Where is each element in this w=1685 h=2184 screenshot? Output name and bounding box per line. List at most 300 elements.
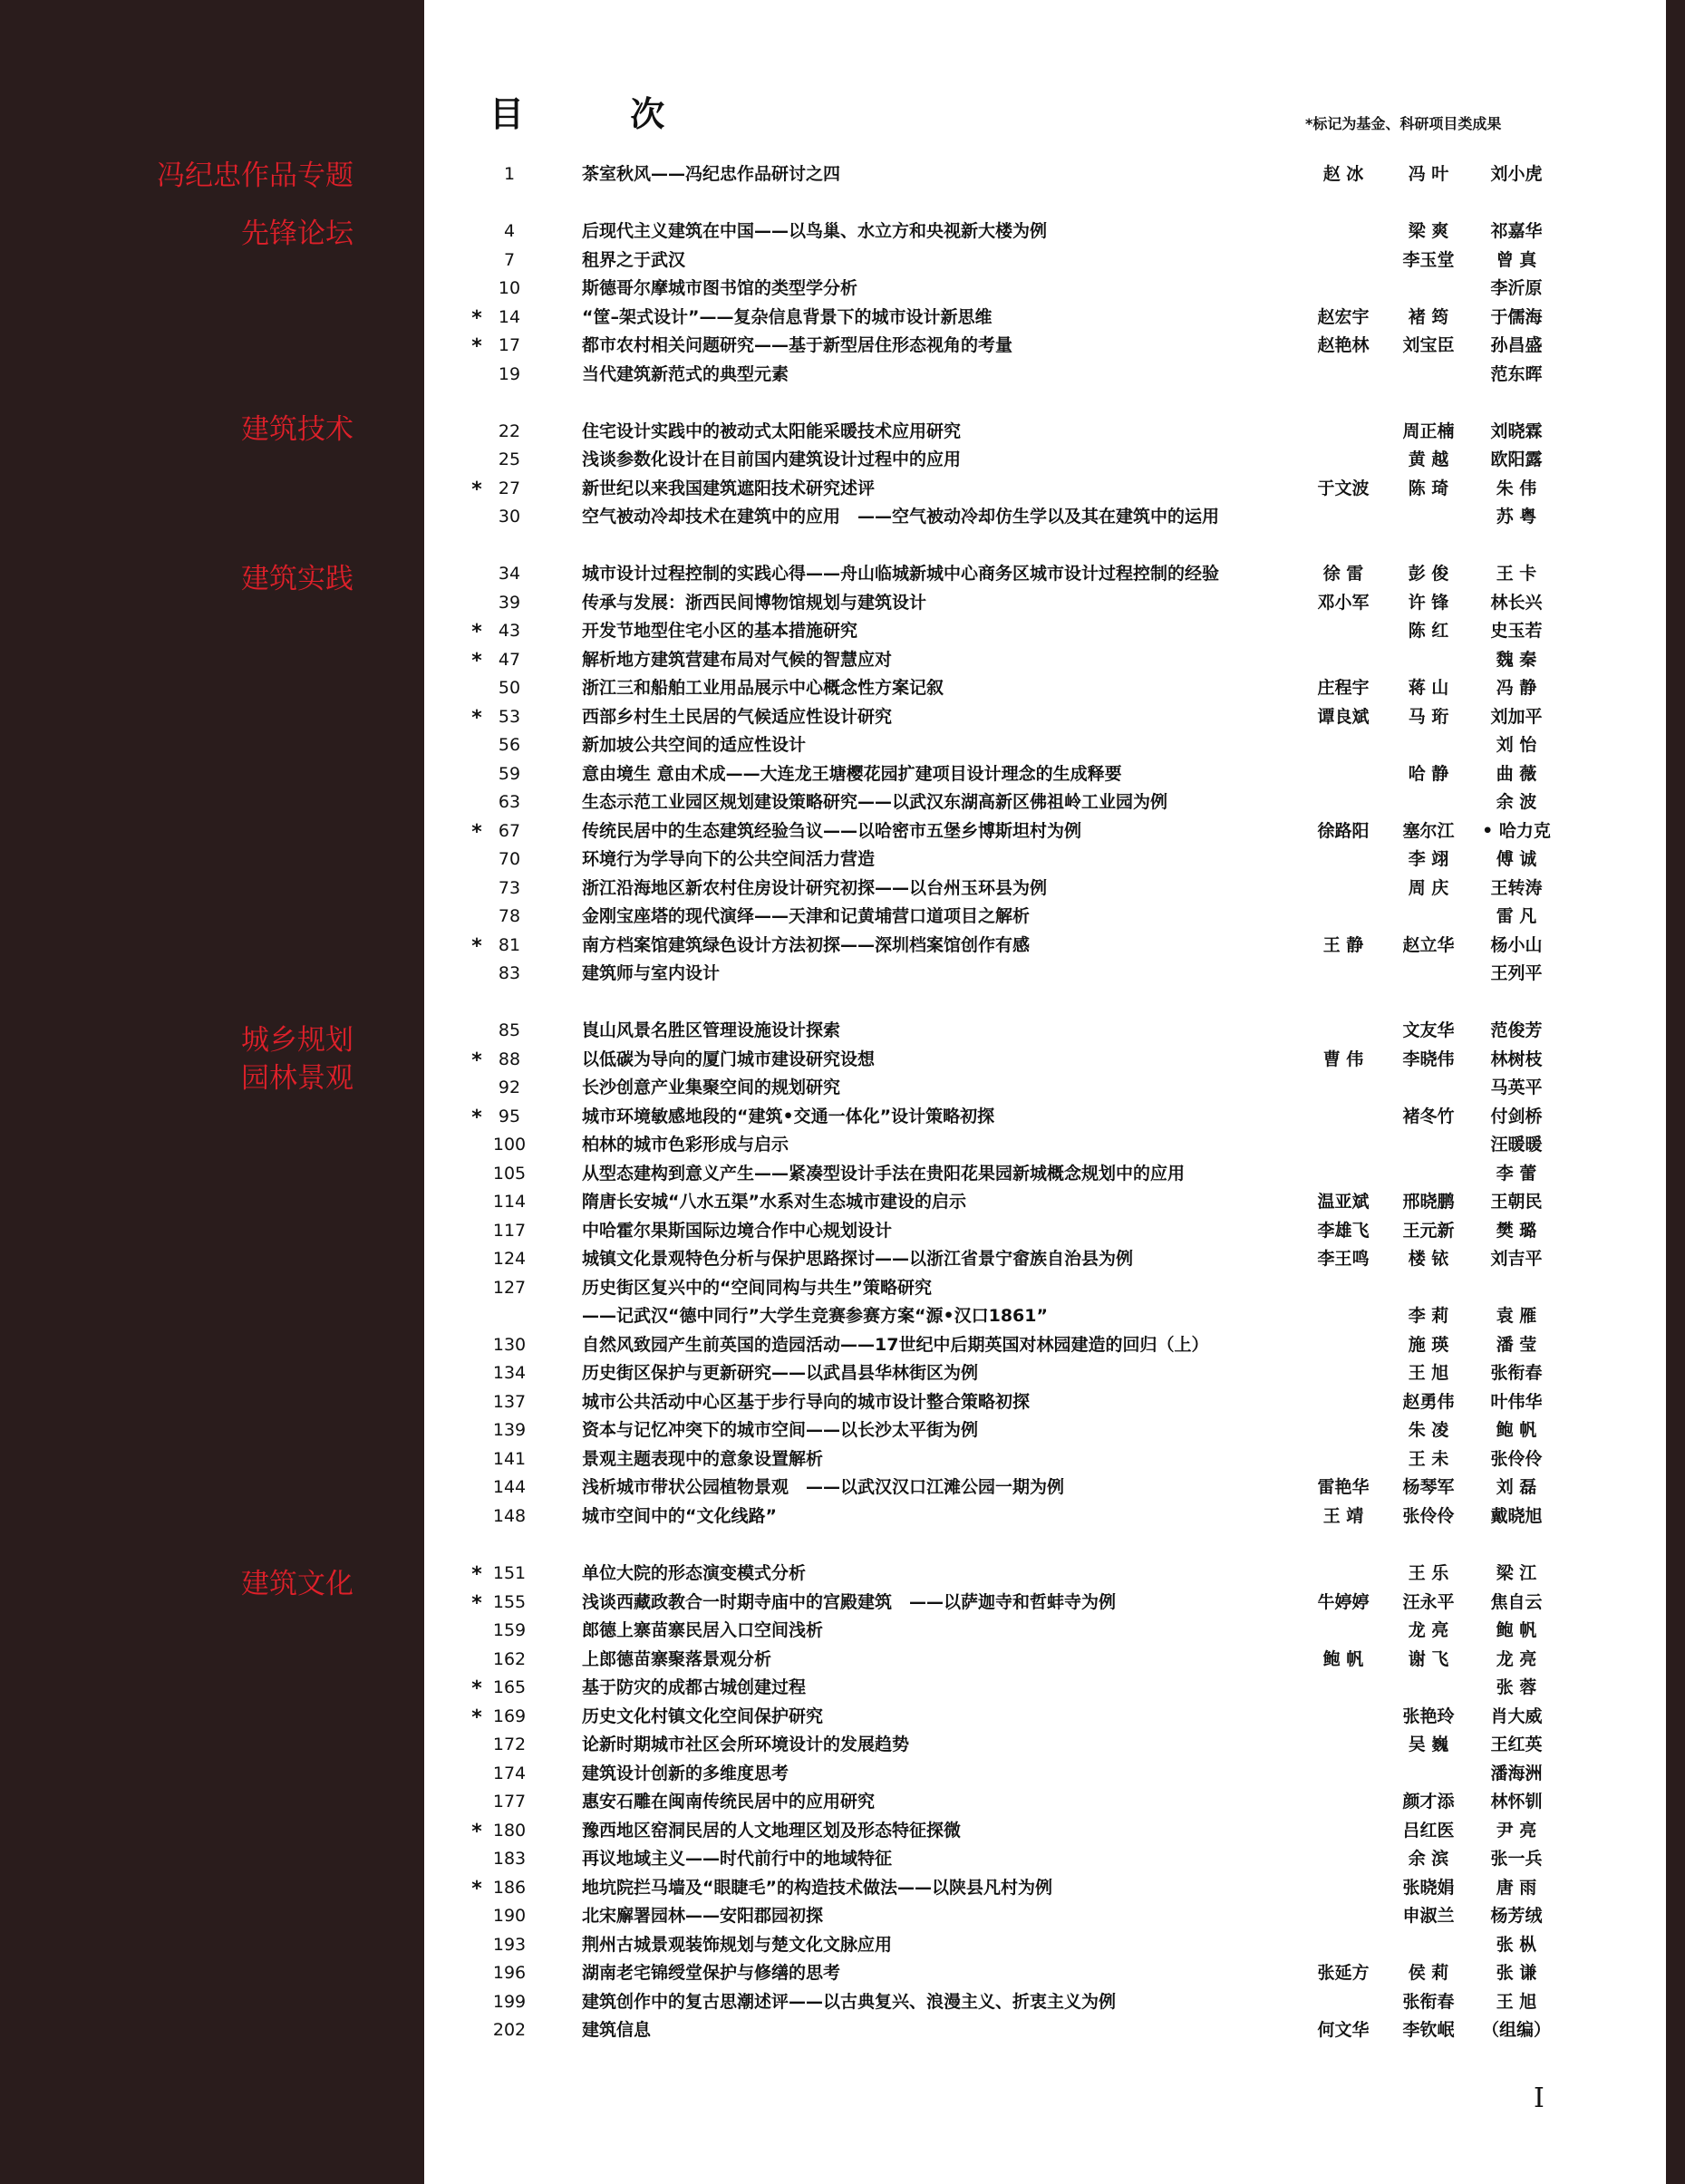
entry-author-2: 汪永平 xyxy=(1402,1592,1455,1612)
entry-title: 再议地域主义——时代前行中的地域特征 xyxy=(582,1849,893,1869)
entry-author-2: 张伶伶 xyxy=(1402,1506,1455,1526)
entry-page: 39 xyxy=(498,593,521,613)
toc-entry xyxy=(0,309,1685,337)
toc-entry xyxy=(0,1937,1685,1965)
entry-author-2: 彭 俊 xyxy=(1408,564,1449,584)
entry-author-3: 尹 亮 xyxy=(1496,1821,1537,1841)
entry-author-3: 肖大威 xyxy=(1490,1706,1543,1726)
entry-title: 城镇文化景观特色分析与保护思路探讨——以浙江省景宁畲族自治县为例 xyxy=(582,1249,1134,1269)
section-heading: 城乡规划 xyxy=(241,1024,353,1057)
entry-page: 27 xyxy=(498,478,521,498)
toc-entry xyxy=(0,1422,1685,1450)
entry-title: 茶室秋风——冯纪忠作品研讨之四 xyxy=(582,164,841,184)
entry-page: 162 xyxy=(492,1649,527,1669)
entry-author-3: 王红英 xyxy=(1490,1735,1543,1754)
section-heading: 冯纪忠作品专题 xyxy=(157,159,353,192)
entry-page: 10 xyxy=(498,278,521,298)
toc-entry xyxy=(0,1051,1685,1079)
entry-author-3: 欧阳露 xyxy=(1490,449,1543,469)
entry-author-1: 曹 伟 xyxy=(1322,1049,1364,1069)
toc-entry xyxy=(0,1965,1685,1993)
toc-entry xyxy=(0,480,1685,508)
entry-author-2: 杨琴军 xyxy=(1402,1477,1455,1497)
entry-page: 88 xyxy=(498,1049,521,1069)
toc-entry xyxy=(0,1022,1685,1050)
funding-star-mark: * xyxy=(471,1563,482,1586)
entry-author-2: 楼 铱 xyxy=(1408,1249,1449,1269)
toc-entry xyxy=(0,709,1685,737)
toc-entry xyxy=(0,1251,1685,1279)
toc-entry xyxy=(0,1108,1685,1136)
entry-title: 从型态建构到意义产生——紧凑型设计手法在贵阳花果园新城概念规划中的应用 xyxy=(582,1164,1186,1184)
entry-title: “筐–架式设计”——复杂信息背景下的城市设计新思维 xyxy=(582,307,993,327)
entry-page: 127 xyxy=(492,1278,527,1298)
entry-author-2: 塞尔江 xyxy=(1402,821,1455,841)
entry-author-1: 徐 雷 xyxy=(1322,564,1364,584)
toc-entry xyxy=(0,680,1685,708)
entry-author-3: 刘小虎 xyxy=(1490,164,1543,184)
entry-page: 63 xyxy=(498,792,521,812)
entry-title: 意由境生 意由术成——大连龙王塘樱花园扩建项目设计理念的生成释要 xyxy=(582,764,1122,784)
entry-page: 47 xyxy=(498,650,521,670)
entry-title: 以低碳为导向的厦门城市建设研究设想 xyxy=(582,1049,876,1069)
entry-title: 租界之于武汉 xyxy=(582,250,686,270)
entry-page: 83 xyxy=(498,963,521,983)
toc-entry xyxy=(0,1679,1685,1707)
section-heading: 先锋论坛 xyxy=(241,217,353,250)
entry-page: 50 xyxy=(498,678,521,698)
entry-title: 隋唐长安城“八水五渠”水系对生态城市建设的启示 xyxy=(582,1192,966,1212)
entry-author-3: 叶伟华 xyxy=(1490,1392,1543,1412)
entry-title: 新加坡公共空间的适应性设计 xyxy=(582,735,807,755)
entry-title: 郎德上寨苗寨民居入口空间浅析 xyxy=(582,1620,824,1640)
entry-author-2: 陈 琦 xyxy=(1408,478,1449,498)
funding-star-mark: * xyxy=(471,650,482,672)
entry-author-3: 林怀钏 xyxy=(1490,1792,1543,1812)
toc-entry xyxy=(0,1136,1685,1164)
entry-author-3: 杨小山 xyxy=(1490,935,1543,955)
toc-entry xyxy=(0,1708,1685,1736)
entry-title: 长沙创意产业集聚空间的规划研究 xyxy=(582,1078,841,1097)
entry-title: 南方档案馆建筑绿色设计方法初探——深圳档案馆创作有感 xyxy=(582,935,1031,955)
entry-author-3: 曾 真 xyxy=(1496,250,1537,270)
entry-title: 城市环境敏感地段的“建筑•交通一体化”设计策略初探 xyxy=(582,1106,995,1126)
toc-entry xyxy=(0,937,1685,965)
toc-entry xyxy=(0,1508,1685,1536)
entry-title: 新世纪以来我国建筑遮阳技术研究述评 xyxy=(582,478,876,498)
toc-entry xyxy=(0,423,1685,451)
entry-author-2: 王 旭 xyxy=(1408,1363,1449,1383)
entry-author-3: 鲍 帆 xyxy=(1496,1620,1537,1640)
entry-author-3: 王朝民 xyxy=(1490,1192,1543,1212)
funding-star-mark: * xyxy=(471,935,482,958)
entry-author-3: 余 波 xyxy=(1496,792,1537,812)
entry-author-2: 邢晓鹏 xyxy=(1402,1192,1455,1212)
toc-entry xyxy=(0,508,1685,536)
entry-page: 30 xyxy=(498,507,521,527)
entry-title: 建筑设计创新的多维度思考 xyxy=(582,1764,789,1783)
entry-author-1: 邓小军 xyxy=(1317,593,1370,613)
funding-star-mark: * xyxy=(471,307,482,330)
entry-title: 自然风致园产生前英国的造园活动——17世纪中后期英国对林园建造的回归（上） xyxy=(582,1335,1209,1355)
entry-author-1: 张延方 xyxy=(1317,1963,1370,1983)
entry-title: 上郎德苗寨聚落景观分析 xyxy=(582,1649,772,1669)
entry-page: 169 xyxy=(492,1706,527,1726)
entry-page: 17 xyxy=(498,335,521,355)
entry-page: 59 xyxy=(498,764,521,784)
entry-page: 148 xyxy=(492,1506,527,1526)
funding-star-mark: * xyxy=(471,478,482,501)
entry-title: 北宋廨署园林——安阳郡园初探 xyxy=(582,1906,824,1926)
entry-author-3: 付剑桥 xyxy=(1490,1106,1543,1126)
entry-author-3: （组编） xyxy=(1481,2020,1551,2040)
entry-author-1: 雷艳华 xyxy=(1317,1477,1370,1497)
entry-page: 151 xyxy=(492,1563,527,1583)
entry-author-1: 李雄飞 xyxy=(1317,1221,1370,1241)
funding-star-mark: * xyxy=(471,1049,482,1072)
toc-entry xyxy=(0,794,1685,822)
entry-page: 144 xyxy=(492,1477,527,1497)
entry-author-3: 刘晓霖 xyxy=(1490,421,1543,441)
entry-title: 建筑师与室内设计 xyxy=(582,963,721,983)
entry-author-2: 张衔春 xyxy=(1402,1992,1455,2012)
toc-entry xyxy=(0,1222,1685,1251)
entry-author-3: 刘 怡 xyxy=(1496,735,1537,755)
entry-author-3: 潘海洲 xyxy=(1490,1764,1543,1783)
entry-author-2: 颜才添 xyxy=(1402,1792,1455,1812)
toc-entry xyxy=(0,737,1685,765)
entry-author-2: 王 乐 xyxy=(1408,1563,1449,1583)
entry-title: ——记武汉“德中同行”大学生竞赛参赛方案“源•汉口1861” xyxy=(582,1306,1048,1326)
toc-entry xyxy=(0,594,1685,623)
entry-page: 70 xyxy=(498,849,521,869)
entry-author-2: 施 瑛 xyxy=(1408,1335,1449,1355)
entry-page: 114 xyxy=(492,1192,527,1212)
entry-author-2: 申淑兰 xyxy=(1402,1906,1455,1926)
entry-page: 7 xyxy=(503,250,516,270)
entry-author-3: 王 卡 xyxy=(1496,564,1537,584)
entry-title: 城市空间中的“文化线路” xyxy=(582,1506,777,1526)
entry-page: 159 xyxy=(492,1620,527,1640)
entry-author-1: 谭良斌 xyxy=(1317,707,1370,727)
entry-page: 85 xyxy=(498,1020,521,1040)
entry-page: 190 xyxy=(492,1906,527,1926)
entry-title: 豫西地区窑洞民居的人文地理区划及形态特征探微 xyxy=(582,1821,962,1841)
entry-title: 荆州古城景观装饰规划与楚文化文脉应用 xyxy=(582,1935,893,1955)
funding-star-mark: * xyxy=(471,1677,482,1700)
entry-author-2: 许 锋 xyxy=(1408,593,1449,613)
entry-title: 环境行为学导向下的公共空间活力营造 xyxy=(582,849,876,869)
entry-page: 100 xyxy=(492,1135,527,1155)
entry-author-3: 林长兴 xyxy=(1490,593,1543,613)
entry-page: 14 xyxy=(498,307,521,327)
toc-entry xyxy=(0,823,1685,851)
entry-page: 53 xyxy=(498,707,521,727)
toc-entry xyxy=(0,1280,1685,1308)
entry-page: 67 xyxy=(498,821,521,841)
entry-page: 25 xyxy=(498,449,521,469)
funding-star-mark: * xyxy=(471,821,482,844)
entry-author-3: 李 蕾 xyxy=(1496,1164,1537,1184)
entry-author-2: 王元新 xyxy=(1402,1221,1455,1241)
entry-author-3: 刘吉平 xyxy=(1490,1249,1543,1269)
toc-entry xyxy=(0,2022,1685,2050)
entry-page: 172 xyxy=(492,1735,527,1754)
entry-author-1: 李王鸣 xyxy=(1317,1249,1370,1269)
entry-author-2: 褚 筠 xyxy=(1408,307,1449,327)
section-heading: 建筑技术 xyxy=(241,413,353,446)
entry-author-3: 焦自云 xyxy=(1490,1592,1543,1612)
entry-title: 基于防灾的成都古城创建过程 xyxy=(582,1677,807,1697)
funding-star-mark: * xyxy=(471,1878,482,1900)
entry-page: 177 xyxy=(492,1792,527,1812)
toc-entry xyxy=(0,1651,1685,1679)
entry-title: 浅谈西藏政教合一时期寺庙中的宫殿建筑 ——以萨迦寺和哲蚌寺为例 xyxy=(582,1592,1117,1612)
entry-title: 柏林的城市色彩形成与启示 xyxy=(582,1135,789,1155)
entry-author-3: 于儒海 xyxy=(1490,307,1543,327)
entry-author-2: 梁 爽 xyxy=(1408,221,1449,241)
entry-page: 183 xyxy=(492,1849,527,1869)
toc-entry xyxy=(0,1337,1685,1365)
entry-title: 浅谈参数化设计在目前国内建筑设计过程中的应用 xyxy=(582,449,962,469)
entry-author-3: 史玉若 xyxy=(1490,621,1543,641)
entry-author-1: 赵宏宇 xyxy=(1317,307,1370,327)
toc-entry xyxy=(0,1880,1685,1908)
entry-page: 196 xyxy=(492,1963,527,1983)
entry-title: 崀山风景名胜区管理设施设计探索 xyxy=(582,1020,841,1040)
entry-author-3: 刘加平 xyxy=(1490,707,1543,727)
entry-author-2: 李 翊 xyxy=(1408,849,1449,869)
entry-author-3: 傅 诚 xyxy=(1496,849,1537,869)
entry-author-3: 马英平 xyxy=(1490,1078,1543,1097)
entry-page: 139 xyxy=(492,1420,527,1440)
entry-title: 金刚宝座塔的现代演绎——天津和记黄埔营口道项目之解析 xyxy=(582,906,1031,926)
funding-star-mark: * xyxy=(471,1706,482,1729)
entry-author-2: 赵勇伟 xyxy=(1402,1392,1455,1412)
toc-entry xyxy=(0,565,1685,594)
toc-entry xyxy=(0,280,1685,308)
entry-page: 34 xyxy=(498,564,521,584)
entry-title: 浅析城市带状公园植物景观 ——以武汉汉口江滩公园一期为例 xyxy=(582,1477,1065,1497)
entry-author-3: 王 旭 xyxy=(1496,1992,1537,2012)
entry-page: 141 xyxy=(492,1449,527,1469)
entry-author-3: 张衔春 xyxy=(1490,1363,1543,1383)
entry-title: 后现代主义建筑在中国——以鸟巢、水立方和央视新大楼为例 xyxy=(582,221,1048,241)
entry-author-2: 张艳玲 xyxy=(1402,1706,1455,1726)
entry-title: 传统民居中的生态建筑经验刍议——以哈密市五堡乡博斯坦村为例 xyxy=(582,821,1082,841)
entry-author-1: 牛婷婷 xyxy=(1317,1592,1370,1612)
entry-page: 186 xyxy=(492,1878,527,1898)
entry-title: 论新时期城市社区会所环境设计的发展趋势 xyxy=(582,1735,910,1754)
funding-note: *标记为基金、科研项目类成果 xyxy=(1305,115,1502,132)
entry-author-2: 李钦岷 xyxy=(1402,2020,1455,2040)
entry-page: 165 xyxy=(492,1677,527,1697)
entry-title: 历史街区保护与更新研究——以武昌县华林街区为例 xyxy=(582,1363,979,1383)
entry-author-3: 王列平 xyxy=(1490,963,1543,983)
section-heading: 园林景观 xyxy=(241,1062,353,1095)
toc-entry xyxy=(0,451,1685,479)
toc-entry xyxy=(0,1451,1685,1479)
entry-page: 199 xyxy=(492,1992,527,2012)
entry-author-3: 张 蓉 xyxy=(1496,1677,1537,1697)
entry-author-2: 王 未 xyxy=(1408,1449,1449,1469)
entry-author-3: 汪暖暖 xyxy=(1490,1135,1543,1155)
toc-entry xyxy=(0,652,1685,680)
entry-title: 惠安石雕在闽南传统民居中的应用研究 xyxy=(582,1792,876,1812)
entry-page: 43 xyxy=(498,621,521,641)
entry-author-3: 张一兵 xyxy=(1490,1849,1543,1869)
entry-page: 155 xyxy=(492,1592,527,1612)
section-heading: 建筑文化 xyxy=(241,1568,353,1600)
entry-page: 134 xyxy=(492,1363,527,1383)
entry-author-2: 哈 静 xyxy=(1408,764,1449,784)
entry-title: 浙江三和船舶工业用品展示中心概念性方案记叙 xyxy=(582,678,944,698)
entry-title: 历史文化村镇文化空间保护研究 xyxy=(582,1706,824,1726)
entry-author-2: 吕红医 xyxy=(1402,1821,1455,1841)
entry-author-3: 孙昌盛 xyxy=(1490,335,1543,355)
entry-author-3: 樊 璐 xyxy=(1496,1221,1537,1241)
entry-author-3: 梁 江 xyxy=(1496,1563,1537,1583)
entry-author-2: 李 莉 xyxy=(1408,1306,1449,1326)
entry-author-1: 赵艳林 xyxy=(1317,335,1370,355)
entry-title: 建筑创作中的复古思潮述评——以古典复兴、浪漫主义、折衷主义为例 xyxy=(582,1992,1117,2012)
toc-entry xyxy=(0,965,1685,993)
entry-author-3: 张伶伶 xyxy=(1490,1449,1543,1469)
toc-entry xyxy=(0,851,1685,879)
entry-title: 斯德哥尔摩城市图书馆的类型学分析 xyxy=(582,278,858,298)
entry-author-2: 马 珩 xyxy=(1408,707,1449,727)
toc-entry xyxy=(0,1565,1685,1593)
entry-page: 81 xyxy=(498,935,521,955)
toc-entry xyxy=(0,1165,1685,1193)
entry-author-3: 张 枞 xyxy=(1496,1935,1537,1955)
entry-author-2: 冯 叶 xyxy=(1408,164,1449,184)
entry-author-1: 鲍 帆 xyxy=(1322,1649,1364,1669)
entry-author-3: 龙 亮 xyxy=(1496,1649,1537,1669)
entry-author-3: 张 谦 xyxy=(1496,1963,1537,1983)
entry-title: 空气被动冷却技术在建筑中的应用 ——空气被动冷却仿生学以及其在建筑中的运用 xyxy=(582,507,1220,527)
entry-author-3: 朱 伟 xyxy=(1496,478,1537,498)
entry-author-1: 温亚斌 xyxy=(1317,1192,1370,1212)
toc-entry xyxy=(0,1479,1685,1507)
toc-entry xyxy=(0,880,1685,908)
entry-page: 19 xyxy=(498,364,521,384)
entry-title: 浙江沿海地区新农村住房设计研究初探——以台州玉环县为例 xyxy=(582,878,1048,898)
toc-entry xyxy=(0,1793,1685,1822)
entry-author-3: 林树枝 xyxy=(1490,1049,1543,1069)
page-number: I xyxy=(1534,2083,1545,2114)
funding-star-mark: * xyxy=(471,1821,482,1843)
toc-entry xyxy=(0,1394,1685,1422)
entry-author-2: 周 庆 xyxy=(1408,878,1449,898)
funding-star-mark: * xyxy=(471,335,482,358)
entry-author-3: 鲍 帆 xyxy=(1496,1420,1537,1440)
entry-author-3: 魏 秦 xyxy=(1496,650,1537,670)
entry-author-1: 何文华 xyxy=(1317,2020,1370,2040)
toc-entry xyxy=(0,1908,1685,1936)
entry-title: 单位大院的形态演变模式分析 xyxy=(582,1563,807,1583)
entry-author-2: 张晓娟 xyxy=(1402,1878,1455,1898)
funding-star-mark: * xyxy=(471,621,482,643)
toc-entry xyxy=(0,1193,1685,1222)
entry-author-2: 陈 红 xyxy=(1408,621,1449,641)
entry-author-3: 曲 薇 xyxy=(1496,764,1537,784)
entry-title: 当代建筑新范式的典型元素 xyxy=(582,364,789,384)
entry-author-2: 余 滨 xyxy=(1408,1849,1449,1869)
toc-entry xyxy=(0,166,1685,194)
entry-title: 住宅设计实践中的被动式太阳能采暖技术应用研究 xyxy=(582,421,962,441)
entry-author-2: 龙 亮 xyxy=(1408,1620,1449,1640)
entry-title: 城市公共活动中心区基于步行导向的城市设计整合策略初探 xyxy=(582,1392,1031,1412)
funding-star-mark: * xyxy=(471,1106,482,1129)
entry-page: 73 xyxy=(498,878,521,898)
entry-page: 22 xyxy=(498,421,521,441)
toc-entry xyxy=(0,1765,1685,1793)
toc-entry xyxy=(0,1622,1685,1650)
entry-page: 1 xyxy=(503,164,516,184)
entry-author-2: 吴 巍 xyxy=(1408,1735,1449,1754)
toc-entry xyxy=(0,766,1685,794)
entry-author-2: 黄 越 xyxy=(1408,449,1449,469)
entry-author-2: 朱 凌 xyxy=(1408,1420,1449,1440)
entry-author-1: 王 静 xyxy=(1322,935,1364,955)
entry-page: 174 xyxy=(492,1764,527,1783)
entry-page: 105 xyxy=(492,1164,527,1184)
entry-page: 117 xyxy=(492,1221,527,1241)
toc-entry xyxy=(0,1365,1685,1393)
page-title: 目 次 xyxy=(489,94,712,134)
entry-author-2: 蒋 山 xyxy=(1408,678,1449,698)
entry-author-1: 赵 冰 xyxy=(1322,164,1364,184)
entry-author-3: 冯 静 xyxy=(1496,678,1537,698)
entry-author-2: 褚冬竹 xyxy=(1402,1106,1455,1126)
entry-author-1: 于文波 xyxy=(1317,478,1370,498)
entry-title: 开发节地型住宅小区的基本措施研究 xyxy=(582,621,858,641)
entry-author-2: 赵立华 xyxy=(1402,935,1455,955)
entry-author-3: 王转涛 xyxy=(1490,878,1543,898)
entry-title: 解析地方建筑营建布局对气候的智慧应对 xyxy=(582,650,893,670)
entry-author-3: 唐 雨 xyxy=(1496,1878,1537,1898)
entry-author-3: 戴晓旭 xyxy=(1490,1506,1543,1526)
funding-star-mark: * xyxy=(471,1592,482,1615)
entry-page: 4 xyxy=(503,221,516,241)
entry-author-3: 祁嘉华 xyxy=(1490,221,1543,241)
entry-author-1: 王 靖 xyxy=(1322,1506,1364,1526)
entry-page: 78 xyxy=(498,906,521,926)
entry-author-3: 刘 磊 xyxy=(1496,1477,1537,1497)
entry-author-3: 范俊芳 xyxy=(1490,1020,1543,1040)
entry-page: 193 xyxy=(492,1935,527,1955)
entry-page: 202 xyxy=(492,2020,527,2040)
entry-title: 湖南老宅锦绶堂保护与修缮的思考 xyxy=(582,1963,841,1983)
toc-entry xyxy=(0,1594,1685,1622)
section-heading: 建筑实践 xyxy=(241,563,353,595)
entry-title: 传承与发展：浙西民间博物馆规划与建筑设计 xyxy=(582,593,927,613)
entry-page: 95 xyxy=(498,1106,521,1126)
entry-page: 124 xyxy=(492,1249,527,1269)
entry-author-2: 周正楠 xyxy=(1402,421,1455,441)
toc-entry xyxy=(0,252,1685,280)
toc-entry xyxy=(0,1822,1685,1851)
toc-entry xyxy=(0,366,1685,394)
entry-author-3: 苏 粤 xyxy=(1496,507,1537,527)
entry-author-3: 李沂原 xyxy=(1490,278,1543,298)
entry-author-3: 杨芳绒 xyxy=(1490,1906,1543,1926)
toc-entry xyxy=(0,1851,1685,1879)
entry-title: 历史街区复兴中的“空间同构与共生”策略研究 xyxy=(582,1278,932,1298)
entry-author-2: 文友华 xyxy=(1402,1020,1455,1040)
entry-title: 中哈霍尔果斯国际边境合作中心规划设计 xyxy=(582,1221,893,1241)
